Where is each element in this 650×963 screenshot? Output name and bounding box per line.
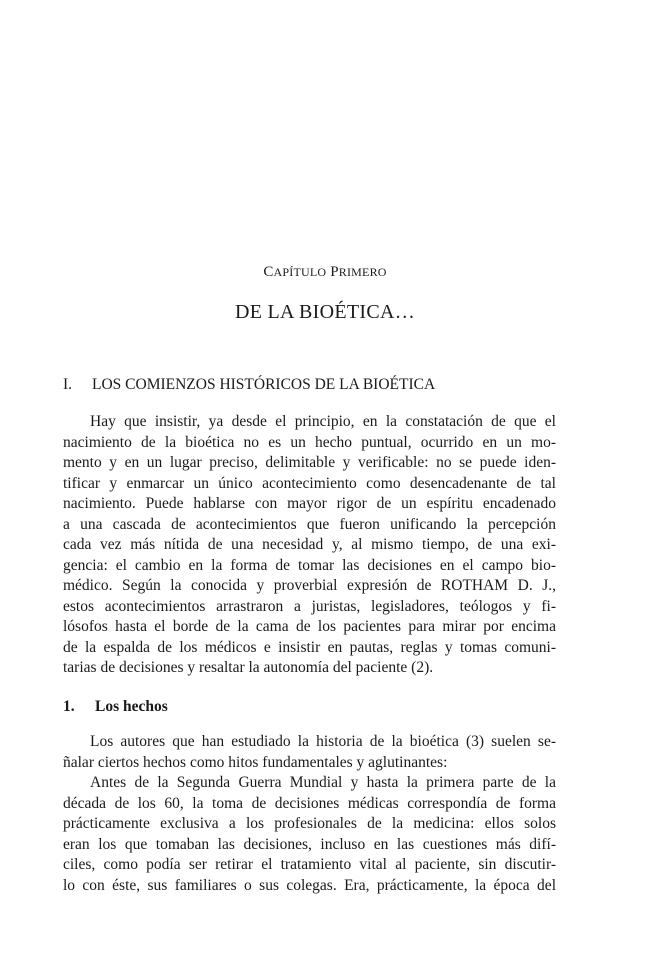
section-number: I. [63, 376, 73, 393]
paragraph-line: gencia: el cambio en la forma de tomar las decisiones en el campo bio- [63, 556, 556, 574]
section-title: LOS COMIENZOS HISTÓRICOS DE LA BIOÉTICA [92, 376, 436, 393]
paragraph-line: lósofos hasta el borde de la cama de los pacientes para mirar por encima [63, 618, 556, 635]
paragraph-line: década de los 60, la toma de decisiones médicas correspondía de forma [63, 794, 556, 812]
paragraph-line: Hay que insistir, ya desde el principio, en la constatación de que el [90, 413, 556, 430]
paragraph-1 [63, 412, 556, 679]
paragraph-line: Antes de la Segunda Guerra Mundial y hasta la primera parte de la [90, 774, 556, 791]
paragraph-line: médico. Según la conocida y proverbial expresión de ROTHAM D. J., [63, 577, 556, 594]
chapter-label-rest-2: RIMERO [338, 265, 387, 279]
chapter-label-rest-1: APÍTULO [273, 265, 327, 279]
paragraph-3 [63, 773, 556, 896]
subsection-heading [63, 698, 168, 716]
subsection-title: Los hechos [95, 698, 168, 715]
paragraph-line: tarias de decisiones y resaltar la autonomía del paciente (2). [63, 659, 434, 676]
paragraph-2 [63, 732, 556, 773]
paragraph-line: ñalar ciertos hechos como hitos fundamentales y aglutinantes: [63, 753, 448, 771]
paragraph-line: cada vez más nítida de una necesidad y, al mismo tiempo, de una exi- [63, 536, 556, 553]
chapter-label [0, 264, 650, 281]
paragraph-line: lo con éste, sus familiares o sus colegas. Era, prácticamente, la época del [63, 876, 556, 894]
chapter-title: DE LA BIOÉTICA… [234, 301, 416, 323]
paragraph-line: a una cascada de acontecimientos que fueron unificando la percepción [63, 515, 556, 533]
paragraph-line: nacimiento de la bioética no es un hecho puntual, ocurrido en un mo- [63, 433, 556, 451]
chapter-label-initial-1: C [263, 264, 274, 280]
paragraph-line: de la espalda de los médicos e insistir en pautas, reglas y tomas comuni- [63, 638, 556, 656]
paragraph-line: Los autores que han estudiado la historia de la bioética (3) suelen se- [90, 733, 556, 750]
paragraph-line: nacimiento. Puede hablarse con mayor rigor de un espíritu encadenado [63, 495, 556, 512]
paragraph-line: eran los que tomaban las decisiones, incluso en las cuestiones más difí- [63, 835, 556, 853]
paragraph-line: mento y en un lugar preciso, delimitable y verificable: no se puede iden- [63, 454, 556, 471]
subsection-number: 1. [63, 698, 75, 715]
chapter-label-initial-2: P [330, 264, 339, 280]
paragraph-line: prácticamente exclusiva a los profesionales de la medicina: ellos solos [63, 815, 556, 832]
paragraph-line: ciles, como podía ser retirar el tratamiento vital al paciente, sin discutir- [63, 856, 556, 873]
section-heading [63, 376, 435, 394]
paragraph-line: tificar y enmarcar un único acontecimiento como desencadenante de tal [63, 474, 556, 492]
paragraph-line: estos acontecimientos arrastraron a juristas, legisladores, teólogos y fi- [63, 597, 556, 615]
